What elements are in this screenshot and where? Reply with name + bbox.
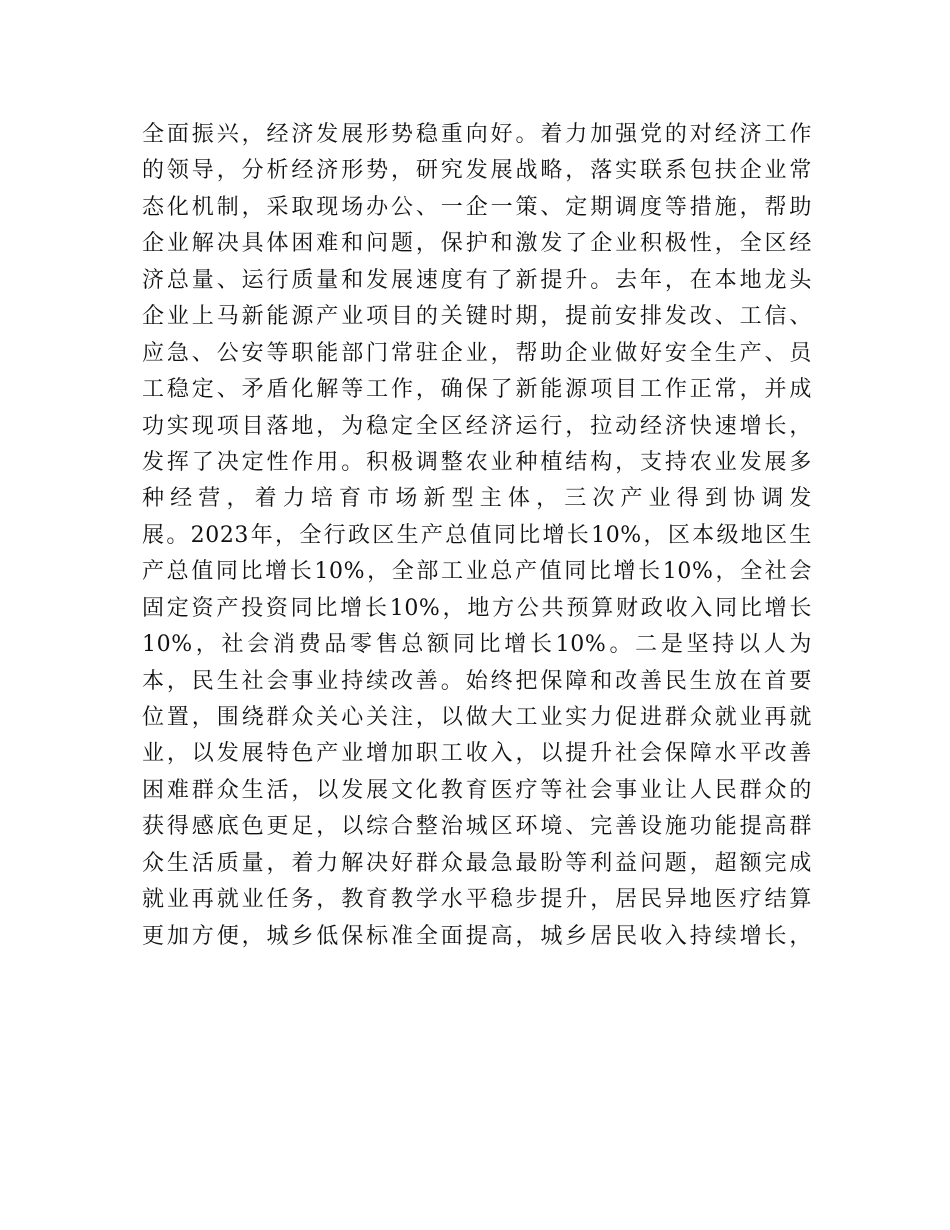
text-line: 发挥了决定性作用。积极调整农业种植结构，支持农业发展多 (142, 449, 812, 475)
text-line: 困难群众生活，以发展文化教育医疗等社会事业让人民群众的 (142, 777, 812, 803)
text-line: 种经营，着力培育市场新型主体，三次产业得到协调发 (142, 486, 812, 512)
text-line: 固定资产投资同比增长10%，地方公共预算财政收入同比增长 (142, 595, 812, 621)
body-paragraph (142, 117, 812, 955)
text-line: 10%，社会消费品零售总额同比增长10%。二是坚持以人为 (142, 632, 812, 658)
text-line: 济总量、运行质量和发展速度有了新提升。去年，在本地龙头 (142, 267, 812, 293)
text-line: 位置，围绕群众关心关注，以做大工业实力促进群众就业再就 (142, 705, 812, 730)
text-line: 应急、公安等职能部门常驻企业，帮助企业做好安全生产、员 (142, 340, 812, 366)
text-line: 态化机制，采取现场办公、一企一策、定期调度等措施，帮助 (142, 194, 812, 220)
text-line: 功实现项目落地，为稳定全区经济运行，拉动经济快速增长， (142, 413, 812, 439)
text-line: 众生活质量，着力解决好群众最急最盼等利益问题，超额完成 (142, 850, 812, 876)
text-line: 业，以发展特色产业增加职工收入，以提升社会保障水平改善 (142, 741, 812, 767)
text-line: 全面振兴，经济发展形势稳重向好。着力加强党的对经济工作 (142, 122, 812, 147)
text-line: 就业再就业任务，教育教学水平稳步提升，居民异地医疗结算 (142, 887, 812, 913)
text-line: 的领导，分析经济形势，研究发展战略，落实联系包扶企业常 (142, 158, 812, 184)
text-line: 企业解决具体困难和问题，保护和激发了企业积极性，全区经 (142, 231, 812, 257)
text-line: 产总值同比增长10%，全部工业总产值同比增长10%，全社会 (142, 559, 812, 585)
text-line: 本，民生社会事业持续改善。始终把保障和改善民生放在首要 (142, 668, 812, 694)
text-line: 展。2023年，全行政区生产总值同比增长10%，区本级地区生 (142, 522, 812, 548)
text-line: 企业上马新能源产业项目的关键时期，提前安排发改、工信、 (142, 304, 812, 330)
text-line: 工稳定、矛盾化解等工作，确保了新能源项目工作正常，并成 (142, 377, 812, 403)
text-line: 获得感底色更足，以综合整治城区环境、完善设施功能提高群 (142, 814, 812, 840)
text-line: 更加方便，城乡低保标准全面提高，城乡居民收入持续增长， (142, 923, 812, 949)
